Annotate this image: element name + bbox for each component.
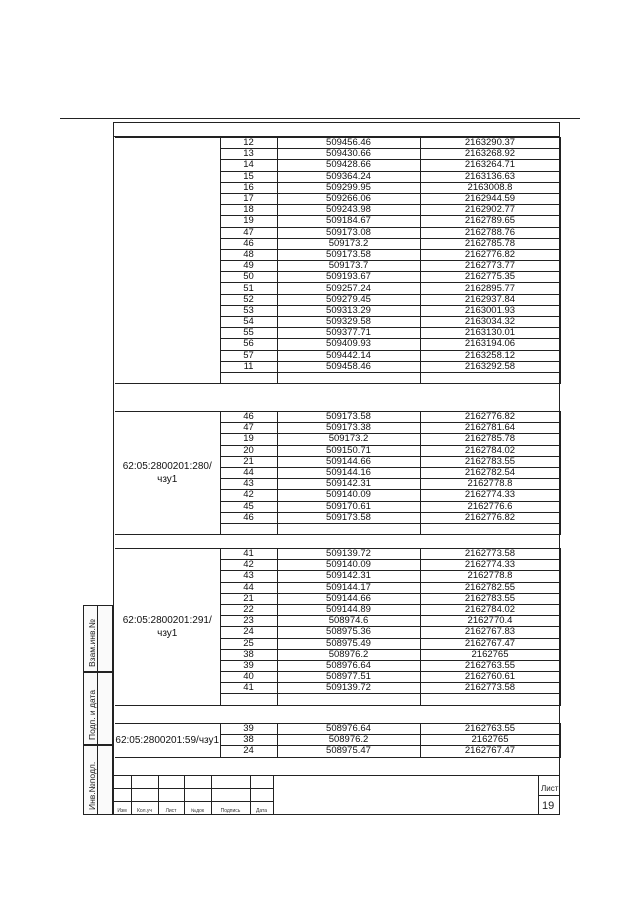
y-coordinate-cell: 2162767.47 — [420, 638, 560, 649]
y-coordinate-cell: 2163136.63 — [420, 171, 560, 182]
x-coordinate-cell: 509170.61 — [277, 501, 420, 512]
coordinates-table-group-4 — [115, 723, 561, 758]
x-coordinate-cell: 509144.17 — [277, 582, 420, 593]
point-number-cell: 12 — [220, 138, 277, 149]
point-number-cell: 19 — [220, 216, 277, 227]
y-coordinate-cell: 2162782.55 — [420, 582, 560, 593]
y-coordinate-cell: 2162776.82 — [420, 412, 560, 423]
y-coordinate-cell: 2163292.58 — [420, 361, 560, 372]
x-coordinate-cell: 509144.16 — [277, 467, 420, 478]
point-number-cell — [220, 694, 277, 705]
point-number-cell: 11 — [220, 361, 277, 372]
point-number-cell: 42 — [220, 560, 277, 571]
point-number-cell: 45 — [220, 501, 277, 512]
y-coordinate-cell — [420, 694, 560, 705]
x-coordinate-cell: 509150.71 — [277, 445, 420, 456]
y-coordinate-cell: 2162773.58 — [420, 549, 560, 560]
x-coordinate-cell: 509430.66 — [277, 149, 420, 160]
x-coordinate-cell: 509299.95 — [277, 182, 420, 193]
title-block — [113, 775, 560, 815]
point-number-cell: 46 — [220, 412, 277, 423]
tb-caption-data: Дата — [255, 808, 268, 814]
stamp-label-replacement: Взам.инв.№ — [87, 619, 97, 667]
point-number-cell: 52 — [220, 294, 277, 305]
point-number-cell: 41 — [220, 683, 277, 694]
tb-caption-kol-uch: Кол.уч — [137, 808, 152, 814]
y-coordinate-cell: 2163008.8 — [420, 182, 560, 193]
y-coordinate-cell: 2162783.55 — [420, 593, 560, 604]
point-number-cell: 49 — [220, 261, 277, 272]
point-number-cell: 42 — [220, 490, 277, 501]
y-coordinate-cell: 2162776.82 — [420, 249, 560, 260]
y-coordinate-cell: 2162789.65 — [420, 216, 560, 227]
y-coordinate-cell: 2162770.4 — [420, 616, 560, 627]
x-coordinate-cell: 509140.09 — [277, 490, 420, 501]
x-coordinate-cell: 509184.67 — [277, 216, 420, 227]
x-coordinate-cell: 509173.58 — [277, 512, 420, 523]
stamp-cell-signature-date — [83, 672, 113, 745]
point-number-cell: 48 — [220, 249, 277, 260]
x-coordinate-cell: 509266.06 — [277, 193, 420, 204]
x-coordinate-cell: 509428.66 — [277, 160, 420, 171]
x-coordinate-cell: 509144.66 — [277, 593, 420, 604]
table-row — [115, 412, 560, 423]
y-coordinate-cell: 2162778.8 — [420, 571, 560, 582]
x-coordinate-cell: 509173.2 — [277, 238, 420, 249]
point-number-cell: 16 — [220, 182, 277, 193]
y-coordinate-cell: 2162760.61 — [420, 672, 560, 683]
y-coordinate-cell: 2163258.12 — [420, 350, 560, 361]
side-stamp — [83, 605, 113, 815]
point-number-cell: 25 — [220, 638, 277, 649]
x-coordinate-cell: 509144.89 — [277, 604, 420, 615]
y-coordinate-cell: 2162767.47 — [420, 746, 560, 757]
x-coordinate-cell: 509257.24 — [277, 283, 420, 294]
table-row — [115, 724, 560, 735]
x-coordinate-cell: 509458.46 — [277, 361, 420, 372]
point-number-cell: 55 — [220, 328, 277, 339]
y-coordinate-cell: 2162763.55 — [420, 724, 560, 735]
x-coordinate-cell: 508976.2 — [277, 649, 420, 660]
y-coordinate-cell: 2163290.37 — [420, 138, 560, 149]
point-number-cell: 50 — [220, 272, 277, 283]
point-number-cell: 39 — [220, 660, 277, 671]
tb-caption-list: Лист — [165, 808, 177, 814]
y-coordinate-cell — [420, 523, 560, 534]
y-coordinate-cell: 2162895.77 — [420, 283, 560, 294]
y-coordinate-cell: 2162783.55 — [420, 456, 560, 467]
point-number-cell: 41 — [220, 549, 277, 560]
x-coordinate-cell: 509140.09 — [277, 560, 420, 571]
point-number-cell: 38 — [220, 649, 277, 660]
point-number-cell: 22 — [220, 604, 277, 615]
y-coordinate-cell: 2162776.82 — [420, 512, 560, 523]
x-coordinate-cell: 509456.46 — [277, 138, 420, 149]
stamp-cell-replacement — [83, 605, 113, 672]
stamp-cell-inventory — [83, 745, 113, 815]
y-coordinate-cell: 2162781.64 — [420, 423, 560, 434]
x-coordinate-cell: 509142.31 — [277, 571, 420, 582]
plot-id-cell: 62:05:2800201:291/чзу1 — [115, 549, 220, 706]
point-number-cell: 19 — [220, 434, 277, 445]
x-coordinate-cell: 508974.6 — [277, 616, 420, 627]
y-coordinate-cell: 2163130.01 — [420, 328, 560, 339]
point-number-cell: 23 — [220, 616, 277, 627]
point-number-cell: 56 — [220, 339, 277, 350]
table-row — [115, 138, 560, 149]
y-coordinate-cell: 2163001.93 — [420, 305, 560, 316]
y-coordinate-cell: 2162944.59 — [420, 193, 560, 204]
x-coordinate-cell — [277, 523, 420, 534]
y-coordinate-cell: 2163194.06 — [420, 339, 560, 350]
sheet-number: 19 — [542, 800, 555, 812]
x-coordinate-cell: 509144.66 — [277, 456, 420, 467]
x-coordinate-cell: 509243.98 — [277, 205, 420, 216]
y-coordinate-cell: 2163268.92 — [420, 149, 560, 160]
x-coordinate-cell: 509279.45 — [277, 294, 420, 305]
y-coordinate-cell: 2162773.77 — [420, 261, 560, 272]
point-number-cell: 47 — [220, 227, 277, 238]
point-number-cell: 51 — [220, 283, 277, 294]
point-number-cell — [220, 372, 277, 383]
point-number-cell: 14 — [220, 160, 277, 171]
table-row — [115, 549, 560, 560]
x-coordinate-cell: 508975.49 — [277, 638, 420, 649]
x-coordinate-cell: 509377.71 — [277, 328, 420, 339]
x-coordinate-cell: 509173.7 — [277, 261, 420, 272]
x-coordinate-cell: 509173.38 — [277, 423, 420, 434]
point-number-cell: 20 — [220, 445, 277, 456]
y-coordinate-cell: 2162778.8 — [420, 479, 560, 490]
coordinates-table-group-1 — [115, 137, 561, 384]
point-number-cell: 24 — [220, 627, 277, 638]
point-number-cell: 57 — [220, 350, 277, 361]
y-coordinate-cell: 2162765 — [420, 649, 560, 660]
point-number-cell: 47 — [220, 423, 277, 434]
y-coordinate-cell: 2162765 — [420, 735, 560, 746]
y-coordinate-cell: 2162774.33 — [420, 560, 560, 571]
x-coordinate-cell: 509364.24 — [277, 171, 420, 182]
x-coordinate-cell: 509313.29 — [277, 305, 420, 316]
x-coordinate-cell: 508975.47 — [277, 746, 420, 757]
point-number-cell — [220, 523, 277, 534]
y-coordinate-cell: 2162773.58 — [420, 683, 560, 694]
point-number-cell: 21 — [220, 593, 277, 604]
y-coordinate-cell: 2162774.33 — [420, 490, 560, 501]
y-coordinate-cell: 2162784.02 — [420, 445, 560, 456]
point-number-cell: 44 — [220, 467, 277, 478]
x-coordinate-cell: 509173.2 — [277, 434, 420, 445]
x-coordinate-cell: 508976.2 — [277, 735, 420, 746]
plot-id-cell — [115, 138, 220, 384]
sheet-label: Лист — [541, 784, 559, 793]
x-coordinate-cell: 509409.93 — [277, 339, 420, 350]
y-coordinate-cell: 2162763.55 — [420, 660, 560, 671]
point-number-cell: 40 — [220, 672, 277, 683]
y-coordinate-cell: 2162784.02 — [420, 604, 560, 615]
y-coordinate-cell: 2162775.35 — [420, 272, 560, 283]
tb-caption-podpis: Подпись — [220, 808, 241, 814]
coordinates-table-group-3 — [115, 548, 561, 706]
y-coordinate-cell: 2163034.32 — [420, 317, 560, 328]
tb-caption-ndok: №док — [190, 808, 205, 814]
y-coordinate-cell: 2162782.54 — [420, 467, 560, 478]
x-coordinate-cell: 508976.64 — [277, 724, 420, 735]
point-number-cell: 21 — [220, 456, 277, 467]
y-coordinate-cell — [420, 372, 560, 383]
x-coordinate-cell: 509142.31 — [277, 479, 420, 490]
page-top-rule — [60, 118, 580, 119]
x-coordinate-cell: 509329.58 — [277, 317, 420, 328]
stamp-label-inventory: Инв.№подл. — [87, 761, 97, 810]
point-number-cell: 46 — [220, 238, 277, 249]
y-coordinate-cell: 2162785.78 — [420, 238, 560, 249]
y-coordinate-cell: 2162767.83 — [420, 627, 560, 638]
point-number-cell: 43 — [220, 571, 277, 582]
y-coordinate-cell: 2162776.6 — [420, 501, 560, 512]
x-coordinate-cell: 509442.14 — [277, 350, 420, 361]
y-coordinate-cell: 2163264.71 — [420, 160, 560, 171]
point-number-cell: 24 — [220, 746, 277, 757]
point-number-cell: 39 — [220, 724, 277, 735]
y-coordinate-cell: 2162785.78 — [420, 434, 560, 445]
y-coordinate-cell: 2162902.77 — [420, 205, 560, 216]
coordinates-table-group-2 — [115, 411, 561, 535]
stamp-label-signature-date: Подп. и дата — [87, 689, 97, 740]
frame-header-strip — [113, 122, 560, 137]
x-coordinate-cell: 508976.64 — [277, 660, 420, 671]
x-coordinate-cell: 509173.08 — [277, 227, 420, 238]
point-number-cell: 53 — [220, 305, 277, 316]
x-coordinate-cell: 509139.72 — [277, 683, 420, 694]
x-coordinate-cell: 509139.72 — [277, 549, 420, 560]
x-coordinate-cell: 509173.58 — [277, 412, 420, 423]
point-number-cell: 54 — [220, 317, 277, 328]
point-number-cell: 44 — [220, 582, 277, 593]
x-coordinate-cell: 509193.67 — [277, 272, 420, 283]
point-number-cell: 18 — [220, 205, 277, 216]
plot-id-cell: 62:05:2800201:59/чзу1 — [115, 724, 220, 758]
x-coordinate-cell — [277, 372, 420, 383]
point-number-cell: 38 — [220, 735, 277, 746]
point-number-cell: 43 — [220, 479, 277, 490]
x-coordinate-cell: 508975.36 — [277, 627, 420, 638]
point-number-cell: 17 — [220, 193, 277, 204]
point-number-cell: 46 — [220, 512, 277, 523]
plot-id-cell: 62:05:2800201:280/чзу1 — [115, 412, 220, 535]
point-number-cell: 13 — [220, 149, 277, 160]
y-coordinate-cell: 2162937.84 — [420, 294, 560, 305]
point-number-cell: 15 — [220, 171, 277, 182]
tb-caption-izm: Изм — [117, 808, 127, 814]
y-coordinate-cell: 2162788.76 — [420, 227, 560, 238]
x-coordinate-cell: 508977.51 — [277, 672, 420, 683]
x-coordinate-cell — [277, 694, 420, 705]
x-coordinate-cell: 509173.58 — [277, 249, 420, 260]
